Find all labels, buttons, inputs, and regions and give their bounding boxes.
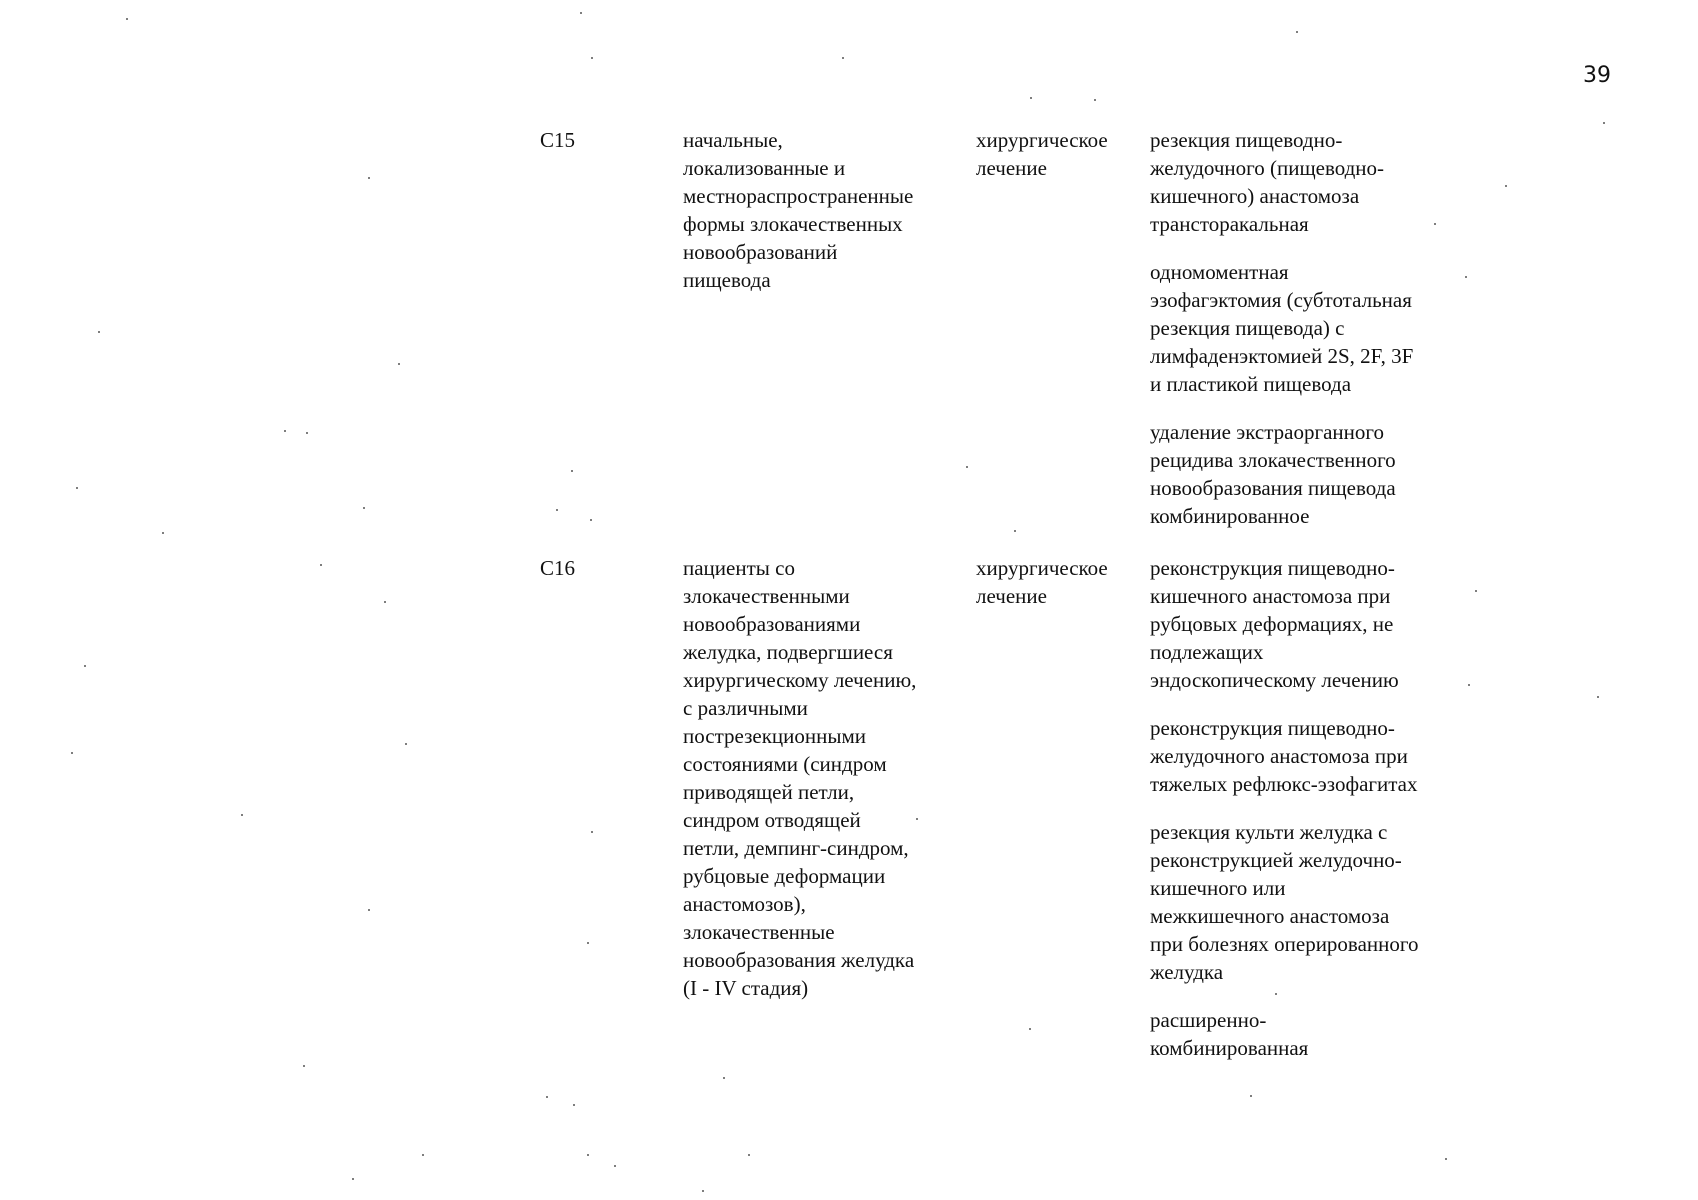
row-operations: [1150, 554, 1480, 1062]
scan-speck: [591, 831, 593, 833]
operation-item: одномоментная эзофагэктомия (субтотальная резекция пищевода) с лимфаденэктомией 2S, 2F, 3F и пластикой пищевода: [1150, 260, 1414, 396]
operation-item: резекция культи желудка с реконструкцией желудочно- кишечного или межкишечного анастомоза при болезнях оперированного желудка: [1150, 820, 1419, 984]
scan-speck: [556, 509, 558, 511]
scan-speck: [368, 177, 370, 179]
row-description: пациенты со злокачественными новообразованиями желудка, подвергшиеся хирургическому лечению, с различными пострезекционными состояниями (синдром приводящей петли, синдром отводящей петли, демпинг-синдром, рубцовые деформации анастомозов), злокачественные новообразования желудка (I - IV стадия): [683, 556, 917, 1000]
scan-speck: [614, 1165, 616, 1167]
scan-speck: [1094, 99, 1096, 101]
scan-speck: [1468, 684, 1470, 686]
scan-speck: [1030, 97, 1032, 99]
scan-speck: [702, 1190, 704, 1192]
row-method: хирургическое лечение: [976, 128, 1108, 180]
scan-speck: [352, 1178, 354, 1180]
page-number: 39: [1583, 63, 1611, 88]
scan-speck: [1275, 993, 1277, 995]
scan-speck: [368, 909, 370, 911]
scan-speck: [591, 57, 593, 59]
scan-speck: [384, 601, 386, 603]
operation-item: реконструкция пищеводно- желудочного анастомоза при тяжелых рефлюкс-эзофагитах: [1150, 716, 1418, 796]
scan-speck: [748, 1154, 750, 1156]
scan-speck: [1296, 31, 1298, 33]
scan-speck: [1475, 590, 1477, 592]
scan-speck: [1434, 223, 1436, 225]
operation-item: расширенно- комбинированная: [1150, 1008, 1309, 1060]
scan-speck: [162, 532, 164, 534]
row-description: начальные, локализованные и местнораспространенные формы злокачественных новообразований пищевода: [683, 128, 914, 292]
operation-item: удаление экстраорганного рецидива злокачественного новообразования пищевода комбинированное: [1150, 420, 1396, 528]
row-method: хирургическое лечение: [976, 556, 1108, 608]
scan-speck: [1597, 696, 1599, 698]
scan-speck: [966, 466, 968, 468]
scan-speck: [320, 564, 322, 566]
scan-speck: [241, 814, 243, 816]
scan-speck: [1505, 185, 1507, 187]
scan-speck: [1029, 1028, 1031, 1030]
scan-speck: [126, 18, 128, 20]
scan-speck: [573, 1104, 575, 1106]
scan-speck: [422, 1154, 424, 1156]
scan-speck: [842, 57, 844, 59]
scan-speck: [405, 743, 407, 745]
row-code: C15: [540, 128, 576, 152]
scan-speck: [1445, 1158, 1447, 1160]
scan-speck: [398, 363, 400, 365]
scan-speck: [723, 1077, 725, 1079]
scan-speck: [71, 752, 73, 754]
row-operations: [1150, 126, 1480, 530]
scan-speck: [590, 519, 592, 521]
scan-speck: [571, 470, 573, 472]
operation-item: реконструкция пищеводно- кишечного анастомоза при рубцовых деформациях, не подлежащих эндоскопическому лечению: [1150, 556, 1399, 692]
scan-speck: [546, 1096, 548, 1098]
scan-speck: [916, 818, 918, 820]
scan-speck: [84, 665, 86, 667]
scan-speck: [1250, 1095, 1252, 1097]
scan-speck: [284, 430, 286, 432]
scan-speck: [580, 12, 582, 14]
scan-speck: [306, 432, 308, 434]
scan-speck: [98, 331, 100, 333]
scan-speck: [76, 487, 78, 489]
scan-speck: [587, 1154, 589, 1156]
scan-speck: [1014, 530, 1016, 532]
operation-item: резекция пищеводно- желудочного (пищеводно- кишечного) анастомоза трансторакальная: [1150, 128, 1385, 236]
scan-speck: [303, 1065, 305, 1067]
row-code: C16: [540, 556, 576, 580]
scan-speck: [587, 942, 589, 944]
scan-speck: [1603, 122, 1605, 124]
scan-speck: [363, 507, 365, 509]
scan-speck: [1465, 276, 1467, 278]
